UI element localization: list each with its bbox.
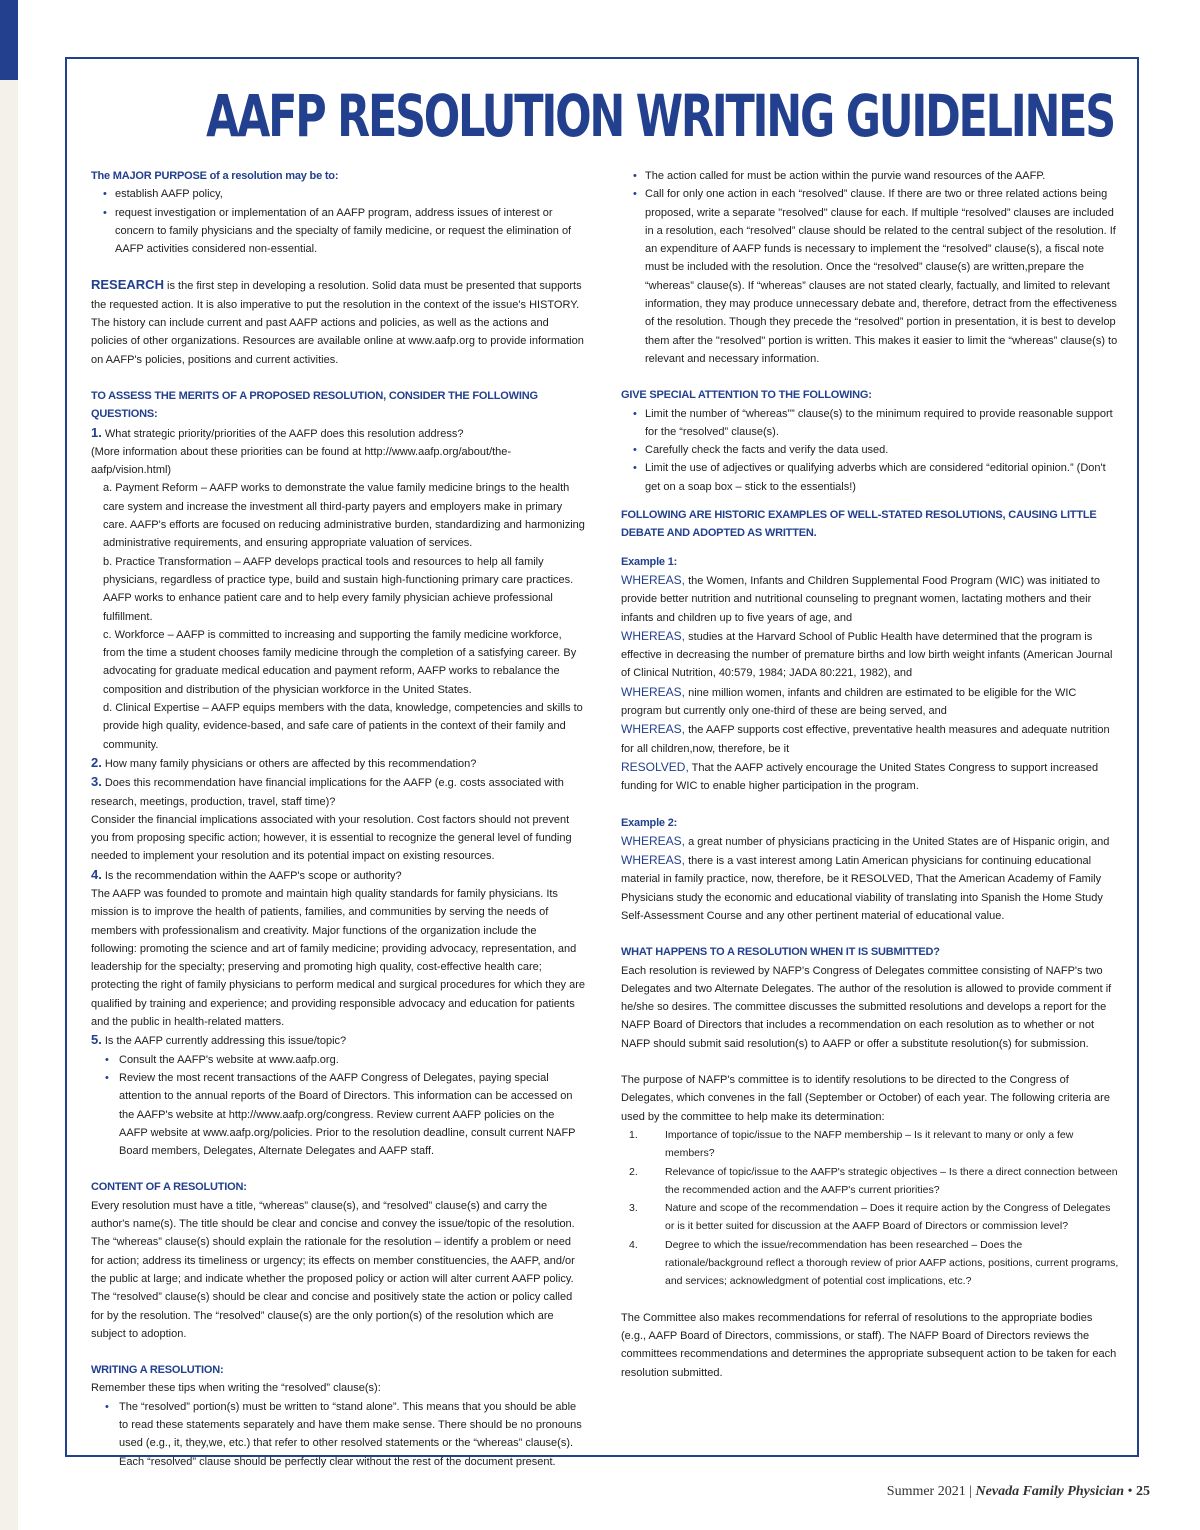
footer-separator: | xyxy=(969,1484,973,1499)
assess-heading: TO ASSESS THE MERITS OF A PROPOSED RESOLUTION, CONSIDER THE FOLLOWING QUESTIONS: xyxy=(91,389,538,421)
question-5: 5. Is the AAFP currently addressing this issue/topic? xyxy=(91,1032,347,1048)
publication-name: Nevada Family Physician xyxy=(975,1484,1125,1499)
issue-date: Summer 2021 xyxy=(886,1484,966,1499)
footer-bullet: • xyxy=(1127,1484,1133,1499)
list-item: • The action called for must be action within the purvie wand resources of the AAFP. xyxy=(621,167,1119,185)
list-item: 1. Importance of topic/issue to the NAFP membership – Is it relevant to many or only a few members? xyxy=(629,1128,1074,1160)
aafp-mission-text: The AAFP was founded to promote and maintain high quality standards for family physicians. Its mission is to improve the health of patients, families, and communities by serving the needs of members with professionalism and creativity. Major functions of the organization include the following: promoting the science and art of family medicine; providing advocacy, representation, and leadership for the specialty; preserving and promoting high quality, cost-effective health care; protecting the right of family physicians to perform medical and surgical procedures for which they are qualified by training and experience; and providing responsible advocacy and education for patients and the public in health-related matters. xyxy=(91,887,586,1029)
page-title: AAFP RESOLUTION WRITING GUIDELINES xyxy=(206,82,1114,150)
corner-accent-bar xyxy=(0,0,18,80)
writing-heading: WRITING A RESOLUTION: xyxy=(91,1364,224,1377)
writing-intro: Remember these tips when writing the “resolved” clause(s): xyxy=(91,1382,381,1395)
criteria-list xyxy=(621,1126,1119,1291)
major-purpose-heading: The MAJOR PURPOSE of a resolution may be to: xyxy=(91,170,339,182)
left-column xyxy=(91,167,585,1471)
submitted-paragraph-1: Each resolution is reviewed by NAFP's Congress of Delegates committee consisting of NAFP's two Delegates and two Alternate Delegates. The author of the resolution is allowed to provide comment if he/she so desires. The committee discusses the submitted resolutions and develops a report for the NAFP Board of Directors that includes a recommendation on each resolution as to whether or not NAFP should submit said resolution(s) to AAFP or offer a substitute resolution(s) for submission. xyxy=(621,964,1112,1050)
list-item: 3. Nature and scope of the recommendation – Does it require action by the Congress of Delegates or is it better suited for discussion at the AAFP Board of Directors or commission level? xyxy=(629,1202,1111,1233)
attention-list xyxy=(621,405,1119,496)
list-item: • Consult the AAFP's website at www.aafp.org. xyxy=(91,1051,585,1069)
right-column xyxy=(621,167,1119,1382)
list-item: 2. Relevance of topic/issue to the AAFP's strategic objectives – Is there a direct connection between the recommended action and the AAFP's current priorities? xyxy=(629,1165,1118,1196)
example-1-resolved: RESOLVED, That the AAFP actively encourage the United States Congress to support increased funding for WIC to enable higher participation in the program. xyxy=(621,759,1099,793)
example-1-whereas-4: WHEREAS, the AAFP supports cost effective, preventative health measures and adequate nutrition for all children,now, therefore, be it xyxy=(621,722,1110,755)
example-2-heading: Example 2: xyxy=(621,816,678,829)
list-item: • The “resolved” portion(s) must be written to “stand alone”. This means that you should be able to read these statements separately and have them make sense. There should be no pronouns used (e.g., it, they,we, etc.) that refer to other resolved statements or the “whereas” clause(s). Each “resolved” clause should be perfectly clear without the rest of the document present. xyxy=(91,1398,585,1471)
research-text: is the first step in developing a resolution. Solid data must be presented that supports the requested action. It is also imperative to put the resolution in the context of the issue's HISTORY. The history can include current and past AAFP actions and policies, as well as the actions and policies of other organizations. Resources are available online at www.aafp.org to provide information on AAFP's policies, positions and current activities. xyxy=(91,280,584,366)
list-item: • request investigation or implementation of an AAFP program, address issues of interest or concern to family physicians and the specialty of family medicine, or request the elimination of AAFP activities considered non-essential. xyxy=(91,204,585,259)
example-2-whereas-1: WHEREAS, a great number of physicians practicing in the United States are of Hispanic origin, and xyxy=(621,833,1110,848)
writing-list-continued xyxy=(621,167,1119,368)
question-2: 2. How many family physicians or others are affected by this recommendation? xyxy=(91,754,477,770)
list-item: • Limit the use of adjectives or qualifying adverbs which are considered “editorial opinion.” (Don't get on a soap box – stick to the essentials!) xyxy=(621,459,1119,496)
submitted-heading: WHAT HAPPENS TO A RESOLUTION WHEN IT IS SUBMITTED? xyxy=(621,946,940,959)
example-1-whereas-2: WHEREAS, studies at the Harvard School of Public Health have determined that the program is effective in decreasing the number of premature births and low birth weight infants (American Journal of Clinical Nutrition, 40:579, 1984; JADA 80:221, 1982), and xyxy=(621,628,1113,680)
question-3: 3. Does this recommendation have financial implications for the AAFP (e.g. costs associated with research, meetings, production, travel, staff time)? xyxy=(91,774,564,808)
list-item: 4. Degree to which the issue/recommendation has been researched – Does the rationale/background reflect a thorough review of prior AAFP actions, positions, current programs, and services; acknowledgment of potential cost implications, etc.? xyxy=(629,1238,1119,1288)
question-4: 4. Is the recommendation within the AAFP's scope or authority? xyxy=(91,866,402,882)
content-frame xyxy=(65,57,1139,1468)
list-item: • Limit the number of “whereas”” clause(s) to the minimum required to provide reasonable support for the “resolved” clause(s). xyxy=(621,405,1119,442)
priority-payment-reform: a. Payment Reform – AAFP works to demonstrate the value family medicine brings to the health care system and increase the investment all third-party payers and employers make in primary care. AAFP's efforts are focused on reducing administrative burden, standardizing and harmonizing administrative requirements, and ensuring appropriate valuation of services. xyxy=(103,482,585,550)
financial-implications-text: Consider the financial implications associated with your resolution. Cost factors should not prevent you from proposing specific action; however, it is essential to recognize the general level of funding needed to implement your resolution and its potential impact on existing resources. xyxy=(91,813,572,863)
writing-list xyxy=(91,1398,585,1471)
list-item: • Carefully check the facts and verify the data used. xyxy=(621,441,1119,459)
list-item: • establish AAFP policy, xyxy=(91,185,585,203)
content-heading: CONTENT OF A RESOLUTION: xyxy=(91,1181,247,1194)
example-2-whereas-2: WHEREAS, there is a vast interest among Latin American physicians for continuing educational material in family practice, now, therefore, be it RESOLVED, That the American Academy of Family Physicians study the economic and educational viability of translating into Spanish the Home Study Self-Assessment Course and any other pertinent material of educational value. xyxy=(621,853,1103,922)
attention-heading: GIVE SPECIAL ATTENTION TO THE FOLLOWING: xyxy=(621,389,872,402)
list-item: • Review the most recent transactions of the AAFP Congress of Delegates, paying special attention to the annual reports of the Board of Directors. This information can be accessed on the AAFP's website at http://www.aafp.org/congress. Review current AAFP policies on the AAFP website at www.aafp.org/policies. Prior to the resolution deadline, consult current NAFP Board members, Delegates, Alternate Delegates and AAFP staff. xyxy=(91,1069,585,1160)
submitted-paragraph-3: The Committee also makes recommendations for referral of resolutions to the appropriate bodies (e.g., AAFP Board of Directors, commissions, or staff). The NAFP Board of Directors reviews the committees recommendations and determines the appropriate subsequent action to be taken for each resolution submitted. xyxy=(621,1311,1117,1379)
research-keyword: RESEARCH xyxy=(91,277,164,293)
list-item: • Call for only one action in each “resolved” clause. If there are two or three related actions being proposed, write a separate "resolved" clause for each. If multiple “resolved” clauses are included in a resolution, each “resolved” clause should be related to the central subject of the resolution. If an expenditure of AAFP funds is necessary to implement the “resolved” clause(s), a fiscal note must be included with the resolution. Once the “resolved” clause(s) are written,prepare the “whereas” clause(s). If “whereas” clauses are not stated clearly, factually, and limited to relevant information, they may produce unnecessary debate and, therefore, detract from the effectiveness of the resolution. Though they precede the “resolved” portion in presentation, it is best to develop them after the "resolved" portion is written. This makes it easier to limit the “whereas” clause(s) to relevant and necessary information. xyxy=(621,185,1119,368)
priorities-link-note: (More information about these priorities can be found at http://www.aafp.org/about/the-aafp/vision.html) xyxy=(91,445,512,477)
example-1-heading: Example 1: xyxy=(621,555,678,568)
priority-practice-transformation: b. Practice Transformation – AAFP develops practical tools and resources to help all family physicians, regardless of practice type, build and sustain high-functioning primary care practices. AAFP works to enhance patient care and to help every family physician achieve professional fulfillment. xyxy=(103,555,574,623)
research-paragraph xyxy=(91,276,585,368)
submitted-paragraph-2: The purpose of NAFP's committee is to identify resolutions to be directed to the Congress of Delegates, which convenes in the fall (September or October) of each year. The following criteria are used by the committee to help make its determination: xyxy=(621,1074,1110,1123)
left-margin-strip xyxy=(0,80,18,1530)
example-1-whereas-1: WHEREAS, the Women, Infants and Children Supplemental Food Program (WIC) was initiated to provide better nutrition and nutritional counseling to pregnant women, lactating mothers and their infants and children up to five years of age, and xyxy=(621,572,1100,624)
page-footer xyxy=(887,1484,1150,1500)
page-number: 25 xyxy=(1136,1484,1150,1499)
major-purpose-list xyxy=(91,185,585,258)
question-1: 1. What strategic priority/priorities of the AAFP does this resolution address? xyxy=(91,424,464,440)
historic-examples-heading: FOLLOWING ARE HISTORIC EXAMPLES OF WELL-STATED RESOLUTIONS, CAUSING LITTLE DEBATE AND ADOPTED AS WRITTEN. xyxy=(621,509,1097,540)
priority-workforce: c. Workforce – AAFP is committed to increasing and supporting the family medicine workforce, from the time a student chooses family medicine through the completion of a satisfying career. By advocating for graduate medical education and payment reform, AAFP works to rebalance the composition and distribution of the physician workforce in the United States. xyxy=(103,628,577,696)
content-text: Every resolution must have a title, “whereas” clause(s), and “resolved” clause(s) and carry the author's name(s). The title should be clear and concise and convey the issue/topic of the resolution. The “whereas” clause(s) should explain the rationale for the resolution – identify a problem or need for action; address its timeliness or urgency; its effects on member constituencies, the AAFP, and/or the public at large; and indicate whether the proposed policy or action will alter current AAFP policy. The “resolved” clause(s) should be clear and concise and positively state the action or policy called for by the resolution. The “resolved” clause(s) are the only portion(s) of the resolution which are subject to adoption. xyxy=(91,1199,575,1340)
question-5-list xyxy=(91,1051,585,1161)
example-1-whereas-3: WHEREAS, nine million women, infants and children are estimated to be eligible for the WIC program but currently only one-third of these are being served, and xyxy=(621,684,1077,718)
priority-clinical-expertise: d. Clinical Expertise – AAFP equips members with the data, knowledge, competencies and skills to provide high quality, evidence-based, and safe care of patients in the context of their family and community. xyxy=(103,702,583,751)
